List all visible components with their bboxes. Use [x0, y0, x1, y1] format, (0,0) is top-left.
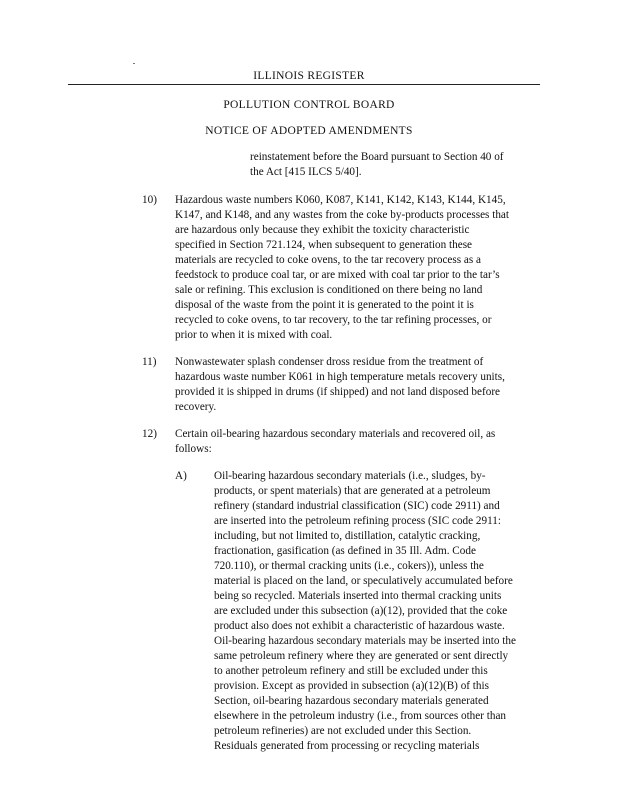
item-10-line: recycled to coke ovens, to tar recovery, to the tar refining processes, or [175, 314, 492, 326]
scan-speck [133, 63, 135, 64]
subitem-letter: A) [175, 470, 187, 482]
subitem-a-line: petroleum refineries) are not excluded under this Section. [214, 725, 472, 737]
board-title: POLLUTION CONTROL BOARD [223, 99, 395, 111]
item-number: 12) [142, 428, 157, 440]
continuation-line: reinstatement before the Board pursuant to Section 40 of [250, 151, 504, 163]
item-11-line: provided it is shipped in drums (if shipped) and not land disposed before [175, 386, 501, 398]
subitem-a-line: material is placed on the land, or speculatively accumulated before [214, 575, 513, 587]
item-number: 10) [142, 194, 157, 206]
subitem-a-line: Oil-bearing hazardous secondary materials may be inserted into the [214, 635, 516, 647]
subitem-a-line: 720.110), or thermal cracking units (i.e., cokers)), unless the [214, 560, 484, 572]
subitem-a-line: provision. Except as provided in subsection (a)(12)(B) of this [214, 680, 489, 692]
item-number: 11) [142, 356, 157, 368]
item-10-line: sale or refining. This exclusion is conditioned on there being no land [175, 284, 483, 296]
subitem-a-line: to another petroleum refinery and still be excluded under this [214, 665, 488, 677]
subitem-a-line: fractionation, gasification (as defined in 35 Ill. Adm. Code [214, 545, 476, 557]
subitem-a-line: product also does not exhibit a characteristic of hazardous waste. [214, 620, 505, 632]
subitem-a-line: are excluded under this subsection (a)(12), provided that the coke [214, 605, 508, 617]
header-rule [68, 84, 540, 85]
item-10-line: Hazardous waste numbers K060, K087, K141, K142, K143, K144, K145, [175, 194, 506, 206]
item-10-line: K147, and K148, and any wastes from the coke by-products processes that [175, 209, 509, 221]
subitem-a-line: Residuals generated from processing or recycling materials [214, 740, 480, 752]
subitem-a-line: are inserted into the petroleum refining process (SIC code 2911: [214, 515, 501, 527]
subitem-a-line: being so recycled. Materials inserted into thermal cracking units [214, 590, 502, 602]
subitem-a-line: refinery (standard industrial classification (SIC) code 2911) and [214, 500, 500, 512]
notice-title: NOTICE OF ADOPTED AMENDMENTS [205, 125, 413, 137]
item-12-line: Certain oil-bearing hazardous secondary materials and recovered oil, as [175, 428, 496, 440]
subitem-a-line: elsewhere in the petroleum industry (i.e., from sources other than [214, 710, 507, 722]
item-10-line: materials are recycled to coke ovens, to the tar recovery process as a [175, 254, 481, 266]
subitem-a-line: products, or spent materials) that are generated at a petroleum [214, 485, 491, 497]
item-11-line: hazardous waste number K061 in high temperature metals recovery units, [175, 371, 505, 383]
item-10-line: disposal of the waste from the point it is generated to the point it is [175, 299, 474, 311]
item-12-line: follows: [175, 443, 212, 455]
subitem-a-line: Section, oil-bearing hazardous secondary materials generated [214, 695, 489, 707]
item-11-line: recovery. [175, 401, 217, 413]
subitem-a-line: same petroleum refinery where they are generated or sent directly [214, 650, 509, 662]
register-title: ILLINOIS REGISTER [253, 70, 365, 82]
subitem-a-line: including, but not limited to, distillation, catalytic cracking, [214, 530, 481, 542]
item-10-line: prior to when it is mixed with coal. [175, 329, 333, 341]
item-10-line: feedstock to produce coal tar, or are mixed with coal tar prior to the tar’s [175, 269, 500, 281]
item-10-line: are hazardous only because they exhibit the toxicity characteristic [175, 224, 470, 236]
continuation-line: the Act [415 ILCS 5/40]. [250, 166, 362, 178]
item-10-line: specified in Section 721.124, when subsequent to generation these [175, 239, 473, 251]
item-11-line: Nonwastewater splash condenser dross residue from the treatment of [175, 356, 484, 368]
subitem-a-line: Oil-bearing hazardous secondary materials (i.e., sludges, by- [214, 470, 486, 482]
